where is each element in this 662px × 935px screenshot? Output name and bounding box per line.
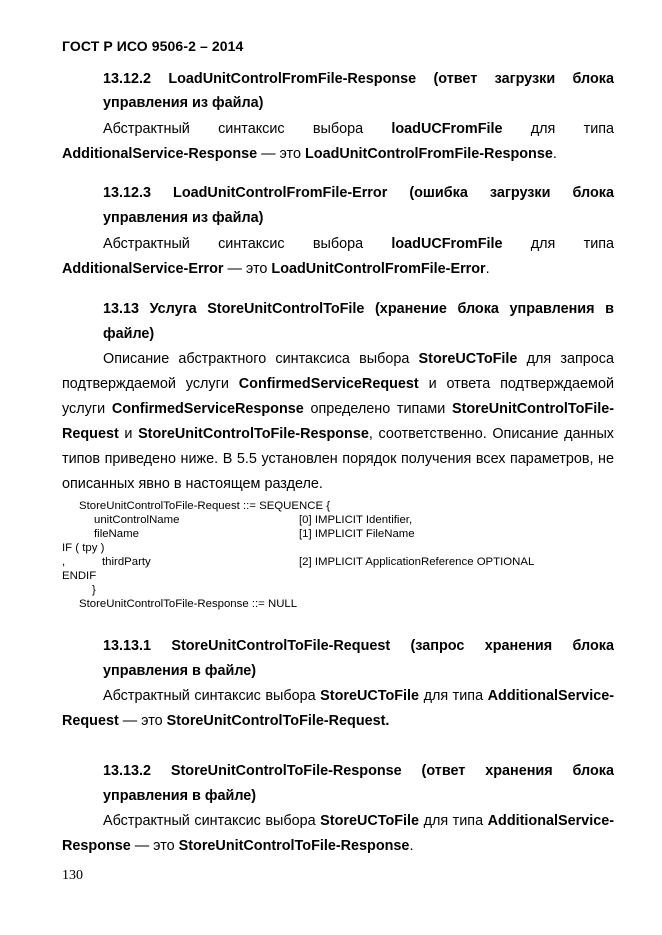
code-line: unitControlName [94, 514, 180, 526]
section-13-13-para-line-2: подтверждаемой услуги ConfirmedServiceRequest и ответа подтверждаемой [62, 376, 614, 392]
code-line: [1] IMPLICIT FileName [299, 528, 415, 540]
page-number: 130 [62, 868, 83, 883]
section-13-12-3-para: Абстрактный синтаксис выбора loadUCFromFile для типа [103, 236, 615, 252]
section-13-13-1-para-cont: Request — это StoreUnitControlToFile-Request. [62, 713, 390, 729]
section-13-12-3-heading-cont: управления из файла) [103, 210, 264, 226]
section-13-12-2-para-cont: AdditionalService-Response — это LoadUnitControlFromFile-Response. [62, 146, 557, 162]
document-header: ГОСТ Р ИСО 9506-2 – 2014 [62, 38, 244, 54]
code-line: ENDIF [62, 570, 97, 582]
code-line: [0] IMPLICIT Identifier, [299, 514, 413, 526]
code-line: , [62, 556, 66, 568]
code-line: StoreUnitControlToFile-Request ::= SEQUENCE { [79, 500, 331, 512]
section-13-13-1-heading: 13.13.1 StoreUnitControlToFile-Request (запрос хранения блока [103, 638, 614, 654]
section-13-12-2-para: Абстрактный синтаксис выбора loadUCFromFile для типа [103, 121, 615, 137]
code-line: StoreUnitControlToFile-Response ::= NULL [79, 598, 298, 610]
section-13-13-1-para: Абстрактный синтаксис выбора StoreUCToFile для типа AdditionalService- [103, 688, 614, 704]
section-13-13-2-para-cont: Response — это StoreUnitControlToFile-Response. [62, 838, 414, 854]
section-13-13-2-heading-cont: управления в файле) [103, 788, 257, 804]
section-13-13-para-line-4: Request и StoreUnitControlToFile-Response, соответственно. Описание данных [62, 426, 614, 442]
section-13-13-1-heading-cont: управления в файле) [103, 663, 257, 679]
code-line: thirdParty [102, 556, 151, 568]
code-line: } [92, 584, 96, 596]
code-line: IF ( tpy ) [62, 542, 105, 554]
section-13-13-para-line-1: Описание абстрактного синтаксиса выбора StoreUCToFile для запроса [103, 351, 614, 367]
code-line: [2] IMPLICIT ApplicationReference OPTIONAL [299, 556, 535, 568]
section-13-12-3-heading: 13.12.3 LoadUnitControlFromFile-Error (ошибка загрузки блока [103, 185, 614, 201]
section-13-12-2-heading-cont: управления из файла) [103, 95, 264, 111]
code-line: fileName [94, 528, 139, 540]
section-13-12-3-para-cont: AdditionalService-Error — это LoadUnitControlFromFile-Error. [62, 261, 490, 277]
section-13-13-heading-cont: файле) [103, 326, 155, 342]
section-13-13-2-para: Абстрактный синтаксис выбора StoreUCToFile для типа AdditionalService- [103, 813, 614, 829]
section-13-13-para-line-3: услуги ConfirmedServiceResponse определено типами StoreUnitControlToFile- [62, 401, 614, 417]
section-13-13-para-line-5: типов приведено ниже. В 5.5 установлен порядок получения всех параметров, не [62, 451, 614, 467]
section-13-13-heading: 13.13 Услуга StoreUnitControlToFile (хранение блока управления в [103, 301, 614, 317]
section-13-13-para-line-6: описанных явно в настоящем разделе. [62, 476, 323, 492]
section-13-13-2-heading: 13.13.2 StoreUnitControlToFile-Response (ответ хранения блока [103, 763, 614, 779]
section-13-12-2-heading: 13.12.2 LoadUnitControlFromFile-Response (ответ загрузки блока [103, 71, 614, 87]
